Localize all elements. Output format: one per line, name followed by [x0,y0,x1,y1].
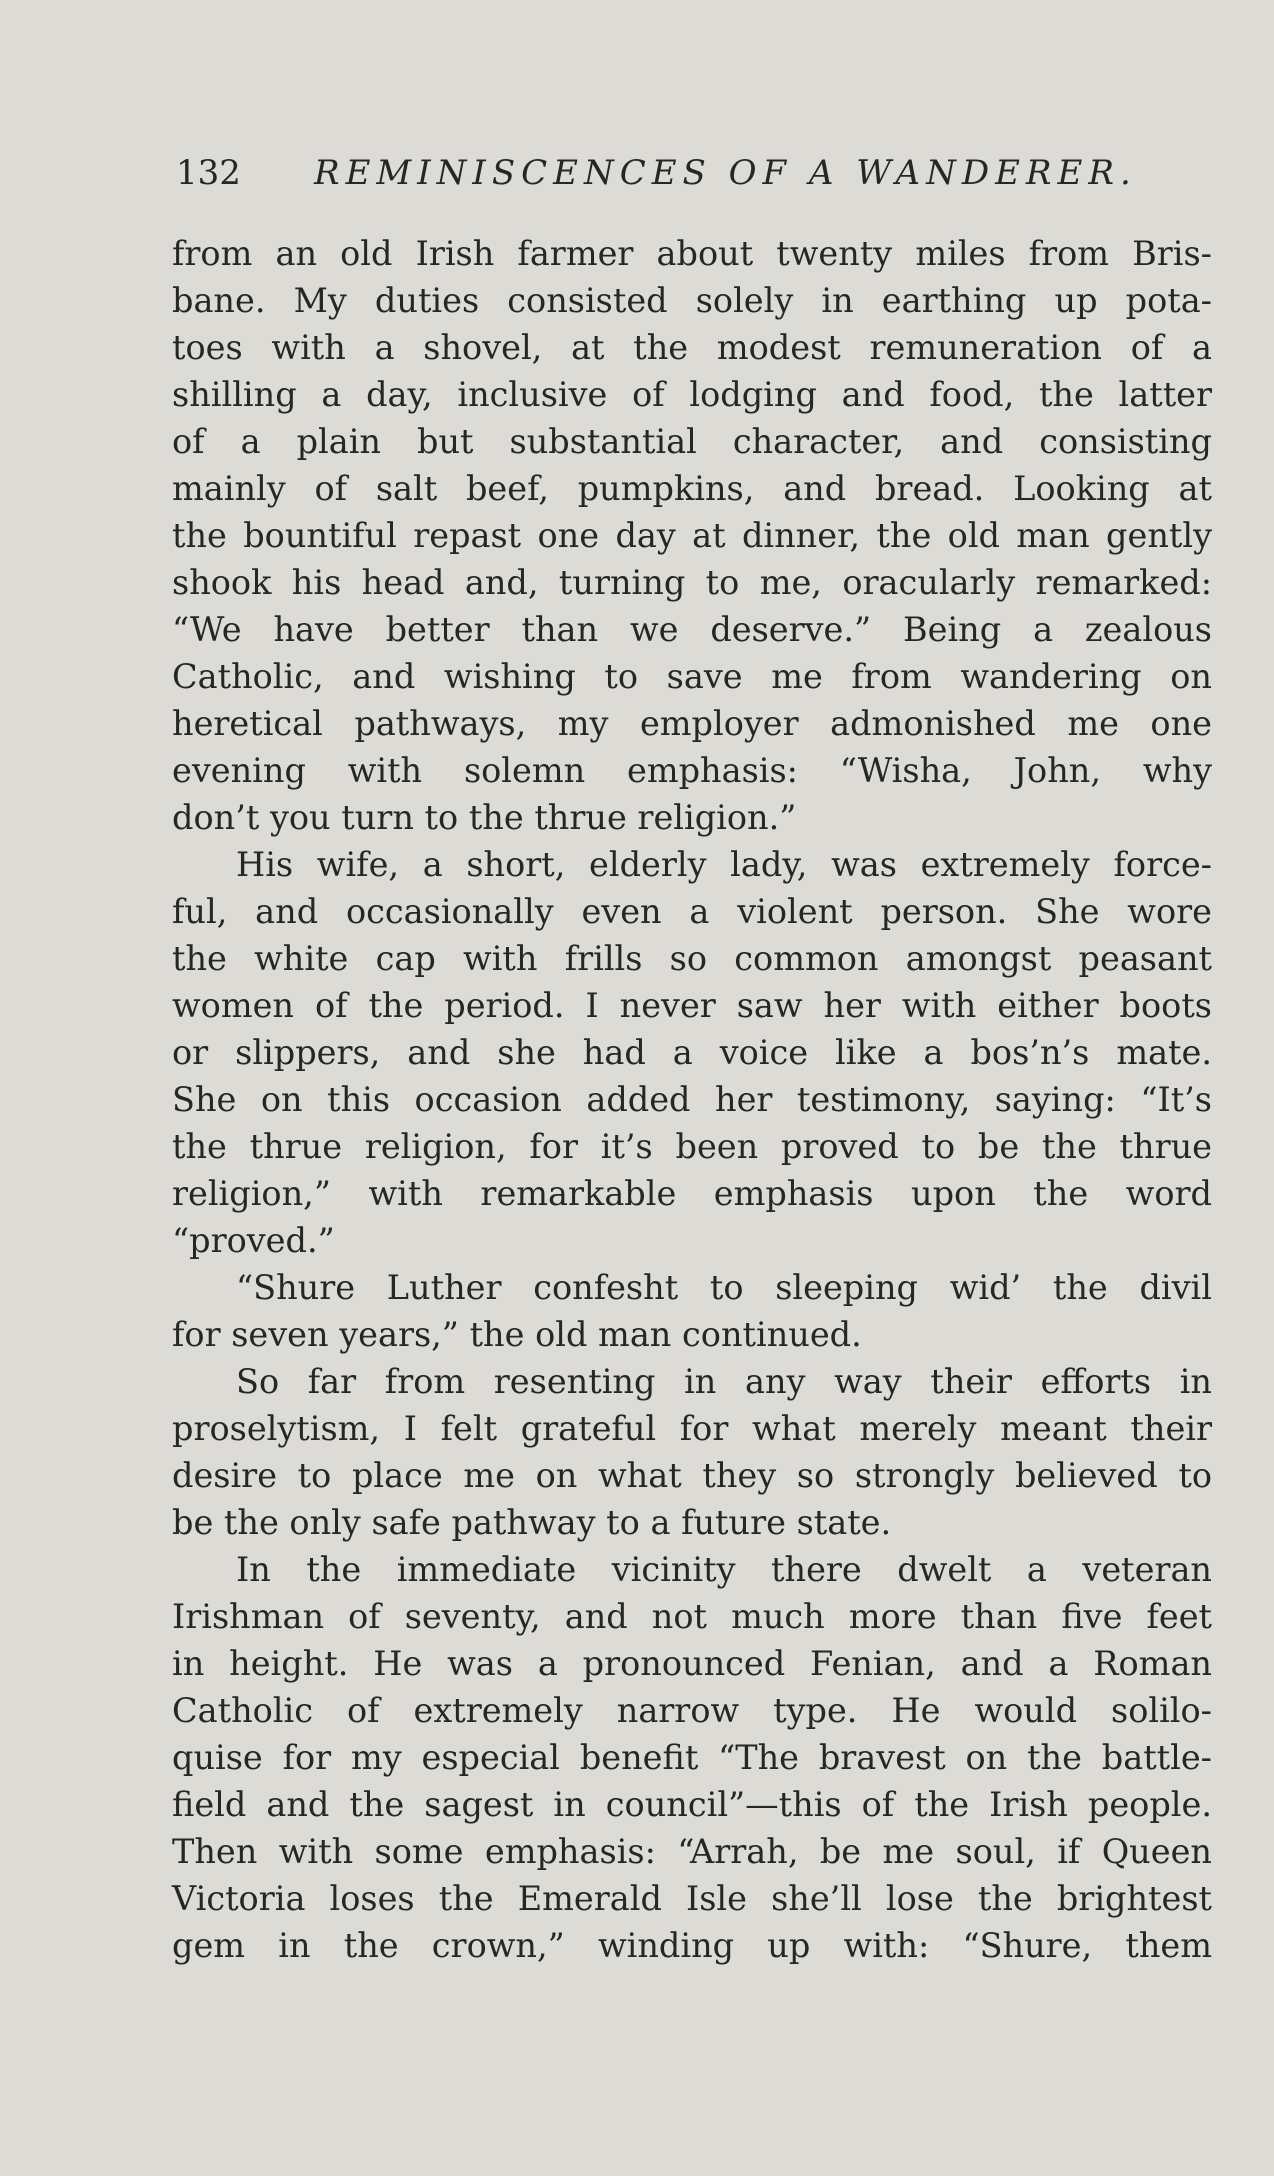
text-line: bane. My duties consisted solely in earthing up pota- [172,281,1212,320]
running-title: REMINISCENCES OF A WANDERER. [314,153,1137,193]
text-line: “Shure Luther confesht to sleeping wid’ the divil [236,1268,1212,1307]
text-line: So far from resenting in any way their efforts in [236,1362,1212,1401]
text-line: “We have better than we deserve.” Being a zealous [172,610,1212,649]
text-line: for seven years,” the old man continued. [172,1315,862,1354]
text-line: heretical pathways, my employer admonished me one [172,704,1212,743]
text-line: She on this occasion added her testimony, saying: “It’s [172,1080,1212,1119]
text-line: women of the period. I never saw her with either boots [172,986,1212,1025]
text-line: of a plain but substantial character, and consisting [172,422,1212,461]
text-line: the white cap with frills so common amongst peasant [172,939,1212,978]
text-line: quise for my especial benefit “The bravest on the battle- [172,1738,1212,1777]
page-number: 132 [176,153,241,193]
text-line: toes with a shovel, at the modest remuneration of a [172,328,1212,367]
text-line: Catholic, and wishing to save me from wandering on [172,657,1212,696]
text-line: don’t you turn to the thrue religion.” [172,798,797,837]
text-line: proselytism, I felt grateful for what merely meant their [172,1409,1212,1448]
body-text [172,230,1212,1969]
text-line: or slippers, and she had a voice like a bos’n’s mate. [172,1033,1212,1072]
text-line: the thrue religion, for it’s been proved to be the thrue [172,1127,1212,1166]
text-line: Catholic of extremely narrow type. He would solilo- [172,1691,1212,1730]
text-line: In the immediate vicinity there dwelt a veteran [236,1550,1212,1589]
text-line: from an old Irish farmer about twenty miles from Bris- [172,234,1212,273]
text-line: the bountiful repast one day at dinner, the old man gently [172,516,1212,555]
text-line: in height. He was a pronounced Fenian, and a Roman [172,1644,1212,1683]
text-line: evening with solemn emphasis: “Wisha, John, why [172,751,1212,790]
text-line: desire to place me on what they so strongly believed to [172,1456,1212,1495]
text-line: Then with some emphasis: “Arrah, be me soul, if Queen [172,1832,1212,1871]
page-header [176,148,1216,198]
text-line: gem in the crown,” winding up with: “Shure, them [172,1926,1212,1965]
text-line: field and the sagest in council”—this of the Irish people. [172,1785,1212,1824]
text-line: be the only safe pathway to a future state. [172,1503,892,1542]
text-line: shilling a day, inclusive of lodging and food, the latter [172,375,1212,414]
text-line: ful, and occasionally even a violent person. She wore [172,892,1212,931]
text-line: religion,” with remarkable emphasis upon the word [172,1174,1212,1213]
text-line: Irishman of seventy, and not much more than five feet [172,1597,1212,1636]
text-line: His wife, a short, elderly lady, was extremely force- [236,845,1212,884]
text-line: “proved.” [172,1221,335,1260]
text-line: Victoria loses the Emerald Isle she’ll lose the brightest [172,1879,1212,1918]
text-line: mainly of salt beef, pumpkins, and bread. Looking at [172,469,1212,508]
text-line: shook his head and, turning to me, oracularly remarked: [172,563,1212,602]
